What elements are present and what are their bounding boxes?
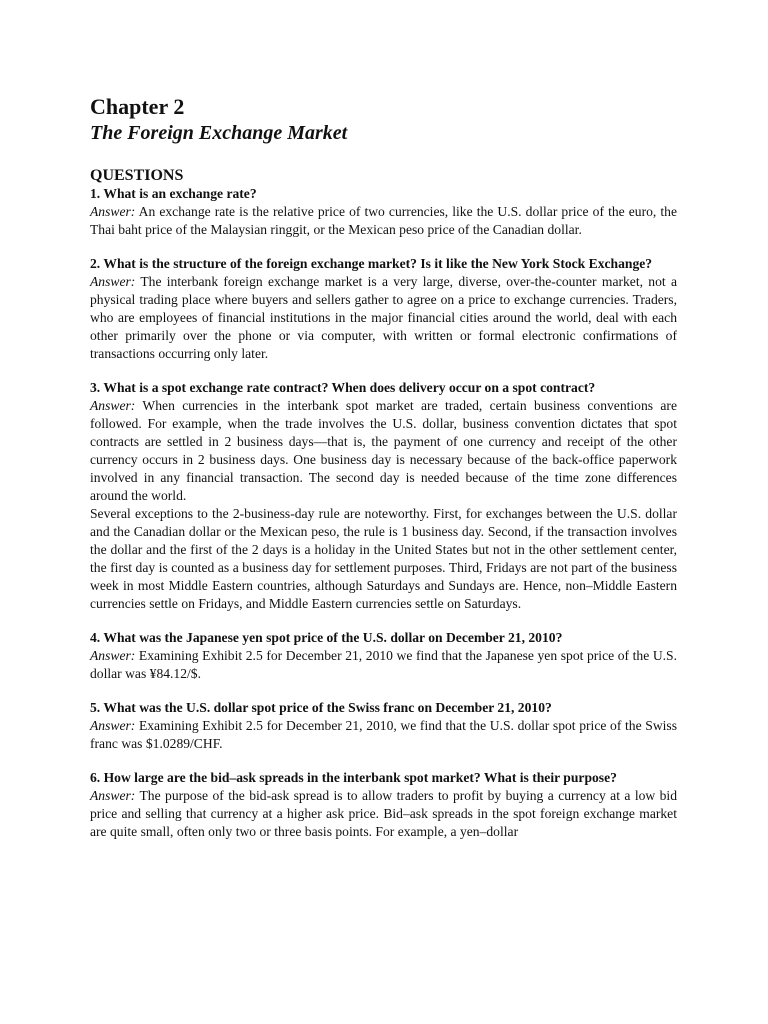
- answer-paragraph: [90, 787, 677, 841]
- question-1: [90, 185, 677, 239]
- question-text: 1. What is an exchange rate?: [90, 186, 257, 201]
- question-text: 3. What is a spot exchange rate contract? When does delivery occur on a spot contract?: [90, 380, 596, 395]
- answer-text: An exchange rate is the relative price of two currencies, like the U.S. dollar price of the euro, the Thai baht price of the Malaysian ringgit, or the Mexican peso price of the Canadian dollar.: [90, 204, 677, 237]
- question-5: [90, 699, 677, 753]
- answer-label: Answer:: [90, 274, 136, 289]
- answer-paragraph: [90, 647, 677, 683]
- question-text: 4. What was the Japanese yen spot price of the U.S. dollar on December 21, 2010?: [90, 630, 563, 645]
- chapter-title: The Foreign Exchange Market: [90, 122, 348, 144]
- answer-text: The interbank foreign exchange market is a very large, diverse, over-the-counter market, not a physical trading place where buyers and sellers gather to agree on a price to exchange currencies. Traders, who are employees of financial institutions in the major financial cities around the world, deal with each other primarily over the phone or via computer, with written or formal electronic confirmations of transactions occurring only later.: [90, 274, 677, 361]
- answer-label: Answer:: [90, 718, 136, 733]
- answer-label: Answer:: [90, 398, 136, 413]
- question-2: [90, 255, 677, 363]
- document-page: [90, 94, 677, 857]
- question-text: 5. What was the U.S. dollar spot price of the Swiss franc on December 21, 2010?: [90, 700, 552, 715]
- question-4: [90, 629, 677, 683]
- answer-text: Examining Exhibit 2.5 for December 21, 2010 we find that the Japanese yen spot price of the U.S. dollar was ¥84.12/$.: [90, 648, 677, 681]
- answer-paragraph: [90, 717, 677, 753]
- chapter-number: Chapter 2: [90, 94, 185, 119]
- answer-text: When currencies in the interbank spot market are traded, certain business conventions are followed. For example, when the trade involves the U.S. dollar, business convention dictates that spot contracts are settled in 2 business days—that is, the payment of one currency and receipt of the other currency occurs in 2 business days. One business day is necessary because of the back-office paperwork involved in any financial transaction. The second day is needed because of the time zone differences around the world.: [90, 398, 677, 503]
- answer-paragraph: [90, 203, 677, 239]
- question-3: [90, 379, 677, 613]
- answer-paragraph: [90, 397, 677, 505]
- question-text: 2. What is the structure of the foreign exchange market? Is it like the New York Stock Exchange?: [90, 256, 653, 271]
- answer-text: The purpose of the bid-ask spread is to allow traders to profit by buying a currency at a low bid price and selling that currency at a higher ask price. Bid–ask spreads in the spot foreign exchange market are quite small, often only two or three basis points. For example, a yen–dollar: [90, 788, 677, 839]
- answer-label: Answer:: [90, 648, 136, 663]
- question-text: 6. How large are the bid–ask spreads in the interbank spot market? What is their purpose?: [90, 770, 617, 785]
- answer-continuation: Several exceptions to the 2-business-day rule are noteworthy. First, for exchanges between the U.S. dollar and the Canadian dollar or the Mexican peso, the rule is 1 business day. Second, if the transaction involves the dollar and the first of the 2 days is a holiday in the United States but not in the other settlement center, the first day is counted as a business day for settlement purposes. Third, Fridays are not part of the business week in most Middle Eastern countries, although Saturdays and Sundays are. Hence, non–Middle Eastern currencies settle on Fridays, and Middle Eastern currencies settle on Saturdays.: [90, 506, 677, 611]
- answer-label: Answer:: [90, 204, 136, 219]
- answer-paragraph: [90, 273, 677, 363]
- answer-text: Examining Exhibit 2.5 for December 21, 2010, we find that the U.S. dollar spot price of the Swiss franc was $1.0289/CHF.: [90, 718, 677, 751]
- answer-label: Answer:: [90, 788, 136, 803]
- question-6: [90, 769, 677, 841]
- section-heading: QUESTIONS: [90, 167, 184, 184]
